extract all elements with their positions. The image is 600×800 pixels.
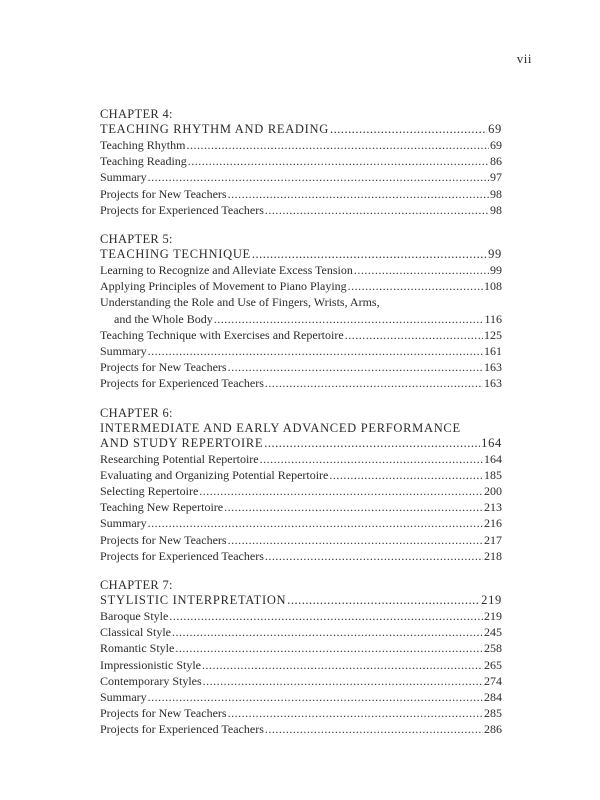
chapter-heading[interactable] (100, 593, 502, 608)
leader-dots (287, 593, 480, 608)
entry-title: Projects for New Teachers (100, 186, 227, 201)
toc-entry[interactable] (100, 705, 502, 721)
leader-dots (348, 278, 483, 294)
leader-dots (203, 673, 483, 689)
chapter-title: TEACHING TECHNIQUE (100, 247, 251, 262)
leader-dots (265, 375, 483, 391)
page-ref: 86 (490, 154, 502, 169)
page-ref: 69 (488, 122, 502, 136)
page-ref: 98 (490, 202, 502, 217)
page-ref: 218 (484, 548, 502, 563)
entry-title: Researching Potential Repertoire (100, 451, 259, 466)
entry-title: Projects for New Teachers (100, 532, 227, 547)
entry-title: Summary (100, 516, 147, 531)
page-ref: 258 (484, 641, 502, 656)
toc-entry[interactable] (100, 515, 502, 531)
leader-dots (148, 169, 489, 185)
leader-dots (228, 359, 483, 375)
page-ref: 185 (484, 467, 502, 482)
page-ref: 97 (490, 170, 502, 185)
page-ref: 163 (484, 376, 502, 391)
leader-dots (172, 624, 483, 640)
toc-entry[interactable] (100, 186, 502, 202)
leader-dots (264, 436, 480, 451)
page-ref: 200 (484, 484, 502, 499)
toc-entry[interactable] (100, 673, 502, 689)
leader-dots (202, 657, 483, 673)
chapter-title-line1[interactable]: INTERMEDIATE AND EARLY ADVANCED PERFORMANCE (100, 420, 461, 435)
page-ref: 99 (490, 263, 502, 278)
page-ref: 108 (484, 279, 502, 294)
page-ref: 285 (484, 706, 502, 721)
chapter-7 (100, 578, 502, 738)
leader-dots (199, 483, 483, 499)
entry-title: Impressionistic Style (100, 657, 201, 672)
leader-dots (265, 202, 489, 218)
toc-entry[interactable] (100, 262, 502, 278)
leader-dots (265, 548, 483, 564)
chapter-label: CHAPTER 5: (100, 232, 173, 247)
entry-title: Teaching New Repertoire (100, 500, 224, 515)
page-ref: 265 (484, 657, 502, 672)
chapter-heading[interactable] (100, 436, 502, 451)
page-ref: 161 (484, 344, 502, 359)
entry-title: Teaching Reading (100, 154, 187, 169)
page-ref: 99 (488, 247, 502, 262)
chapter-label: CHAPTER 6: (100, 405, 173, 420)
entry-title-line1[interactable]: Understanding the Role and Use of Fingers, Wrists, Arms, (100, 295, 380, 310)
toc-entry[interactable] (100, 451, 502, 467)
leader-dots (265, 721, 483, 737)
entry-title: Baroque Style (100, 609, 169, 624)
chapter-5 (100, 232, 502, 392)
page-ref: 164 (481, 435, 502, 450)
leader-dots (186, 137, 489, 153)
page-ref: 98 (490, 186, 502, 201)
leader-dots (345, 327, 483, 343)
toc-entry[interactable] (100, 689, 502, 705)
page-ref: 245 (484, 625, 502, 640)
leader-dots (330, 122, 487, 137)
leader-dots (169, 608, 483, 624)
entry-title: Projects for Experienced Teachers (100, 548, 264, 563)
leader-dots (148, 515, 483, 531)
entry-title: Selecting Repertoire (100, 484, 199, 499)
page-ref: 286 (484, 722, 502, 737)
chapter-4 (100, 107, 502, 218)
toc-entry[interactable] (100, 548, 502, 564)
page-ref: 284 (484, 690, 502, 705)
leader-dots (228, 532, 483, 548)
page-ref: 217 (484, 532, 502, 547)
leader-dots (228, 705, 483, 721)
page-ref: 125 (484, 327, 502, 342)
entry-title: Learning to Recognize and Alleviate Excess Tension (100, 263, 353, 278)
leader-dots (188, 153, 489, 169)
chapter-label: CHAPTER 7: (100, 578, 173, 593)
page-ref: 216 (484, 516, 502, 531)
page-ref: 219 (481, 593, 502, 608)
page-ref: 69 (490, 138, 502, 152)
page-ref: 163 (484, 360, 502, 375)
entry-title: Romantic Style (100, 641, 175, 656)
chapter-heading[interactable] (100, 122, 502, 137)
toc-entry[interactable] (100, 640, 502, 656)
toc-entry[interactable] (100, 311, 502, 327)
page-ref: 116 (484, 311, 502, 326)
entry-title: Applying Principles of Movement to Piano Playing (100, 279, 347, 294)
leader-dots (148, 343, 483, 359)
entry-title: Teaching Rhythm (100, 138, 186, 152)
toc-entry[interactable] (100, 343, 502, 359)
toc-entry[interactable] (100, 169, 502, 185)
entry-title: Teaching Technique with Exercises and Repertoire (100, 327, 344, 342)
page-number: vii (516, 51, 532, 66)
leader-dots (148, 689, 483, 705)
leader-dots (354, 262, 489, 278)
chapter-title: TEACHING RHYTHM AND READING (100, 122, 329, 136)
chapter-6 (100, 406, 502, 564)
page-ref: 274 (484, 673, 502, 688)
chapter-label: CHAPTER 4: (100, 107, 173, 121)
toc-entry[interactable] (100, 153, 502, 169)
entry-title: Summary (100, 170, 147, 185)
entry-title: Projects for New Teachers (100, 706, 227, 721)
entry-title: Contemporary Styles (100, 673, 202, 688)
leader-dots (252, 247, 487, 262)
toc-entry[interactable] (100, 137, 502, 153)
page-ref: 213 (484, 500, 502, 515)
entry-title: Projects for Experienced Teachers (100, 202, 264, 217)
table-of-contents (100, 107, 502, 752)
chapter-heading[interactable] (100, 247, 502, 262)
toc-entry[interactable] (100, 375, 502, 391)
toc-entry[interactable] (100, 327, 502, 343)
page-ref: 219 (484, 609, 502, 624)
chapter-title: STYLISTIC INTERPRETATION (100, 593, 287, 608)
toc-entry[interactable] (100, 624, 502, 640)
entry-title: Projects for New Teachers (100, 360, 227, 375)
toc-entry[interactable] (100, 499, 502, 515)
entry-title: Evaluating and Organizing Potential Repertoire (100, 467, 329, 482)
leader-dots (224, 499, 483, 515)
leader-dots (329, 467, 483, 483)
toc-entry[interactable] (100, 467, 502, 483)
toc-entry[interactable] (100, 721, 502, 737)
leader-dots (175, 640, 483, 656)
toc-entry[interactable] (100, 532, 502, 548)
toc-entry[interactable] (100, 359, 502, 375)
toc-entry[interactable] (100, 483, 502, 499)
toc-entry[interactable] (100, 657, 502, 673)
toc-entry[interactable] (100, 608, 502, 624)
leader-dots (228, 186, 489, 202)
entry-title: Summary (100, 690, 147, 705)
leader-dots (214, 311, 484, 327)
page-ref: 164 (484, 451, 502, 466)
entry-title: Summary (100, 344, 147, 359)
toc-entry[interactable] (100, 202, 502, 218)
entry-title: and the Whole Body (114, 311, 213, 326)
chapter-title: AND STUDY REPERTOIRE (100, 435, 264, 450)
entry-title: Classical Style (100, 625, 171, 640)
entry-title: Projects for Experienced Teachers (100, 376, 264, 391)
toc-entry[interactable] (100, 278, 502, 294)
entry-title: Projects for Experienced Teachers (100, 722, 264, 737)
leader-dots (260, 451, 483, 467)
